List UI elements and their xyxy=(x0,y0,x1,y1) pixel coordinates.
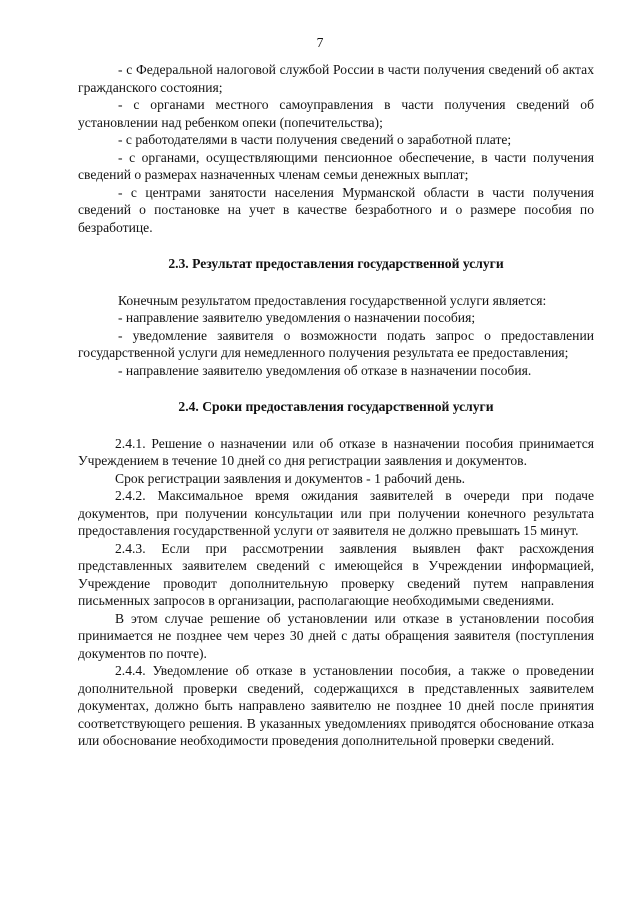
page-number: 7 xyxy=(316,35,324,50)
list-item-tax-service: - с Федеральной налоговой службой России в части получения сведений об актах гражданского состояния; xyxy=(78,62,594,95)
section-heading-2-4: 2.4. Сроки предоставления государственной услуги xyxy=(178,399,494,414)
list-item-local-government: - с органами местного самоуправления в части получения сведений об установлении над ребенком опеки (попечительства); xyxy=(78,97,594,130)
paragraph-2-4-3: 2.4.3. Если при рассмотрении заявления выявлен факт расхождения представленных заявителем сведений с имеющейся в Учреждении информацией, Учреждение проводит дополнительную проверку сведений путем направления письменных запросов в организации, располагающие необходимыми сведениями. xyxy=(78,540,594,608)
paragraph-decision-term: В этом случае решение об установлении или отказе в установлении пособия принимается не позднее чем через 30 дней с даты обращения заявителя (поступления документов по почте). xyxy=(78,610,594,661)
list-item-employers: - с работодателями в части получения сведений о заработной плате; xyxy=(118,132,512,147)
list-item-employment-centers: - с центрами занятости населения Мурманской области в части получения сведений о постановке на учет в качестве безработного и о размере пособия по безработице. xyxy=(78,184,594,235)
paragraph-registration-term: Срок регистрации заявления и документов - 1 рабочий день. xyxy=(115,470,466,486)
result-item-immediate: - уведомление заявителя о возможности подать запрос о предоставлении государственной услуги для немедленного получения результата ее предоставления; xyxy=(78,327,594,360)
document-body xyxy=(78,61,594,750)
section-heading-2-3: 2.3. Результат предоставления государственной услуги xyxy=(168,256,504,271)
paragraph-2-4-1: 2.4.1. Решение о назначении или об отказе в назначении пособия принимается Учреждением в течение 10 дней со дня регистрации заявления и документов. xyxy=(78,435,594,468)
section-2-3-intro: Конечным результатом предоставления государственной услуги является: xyxy=(118,292,547,308)
result-item-notification: - направление заявителю уведомления о назначении пособия; xyxy=(118,310,476,325)
paragraph-2-4-4: 2.4.4. Уведомление об отказе в установлении пособия, а также о проведении дополнительной проверки сведений, содержащихся в представленных заявителем документах, должно быть направлено заявителю не позднее 10 дней после принятия соответствующего решения. В указанных уведомлениях приводятся обоснование отказа или обоснование необходимости проведения дополнительной проверки сведений. xyxy=(78,663,594,748)
result-item-refusal: - направление заявителю уведомления об отказе в назначении пособия. xyxy=(118,362,532,378)
list-item-pension-bodies: - с органами, осуществляющими пенсионное обеспечение, в части получения сведений о размерах назначенных членам семьи денежных выплат; xyxy=(78,149,594,182)
paragraph-2-4-2: 2.4.2. Максимальное время ожидания заявителей в очереди при подаче документов, при получении консультации или при получении конечного результата предоставления государственной услуги от заявителя не должно превышать 15 минут. xyxy=(78,488,594,538)
